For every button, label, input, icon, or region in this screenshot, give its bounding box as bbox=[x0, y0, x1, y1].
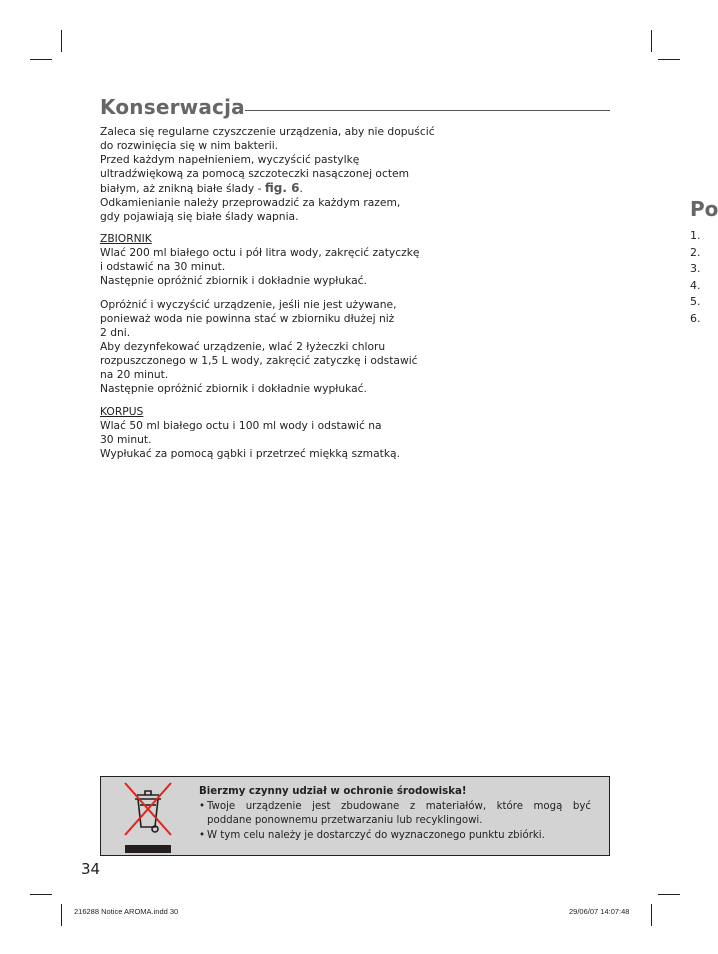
text-line: na 20 minut. bbox=[100, 368, 169, 381]
text-line: Wypłukać za pomocą gąbki i przetrzeć miękką szmatką. bbox=[100, 447, 400, 460]
bullet-text: W tym celu należy je dostarczyć do wyznaczonego punktu zbiórki. bbox=[207, 829, 545, 841]
text-line: Następnie opróżnić zbiornik i dokładnie wypłukać. bbox=[100, 382, 367, 395]
body-section bbox=[100, 405, 620, 461]
text-line: rozpuszczonego w 1,5 L wody, zakręcić zatyczkę i odstawić bbox=[100, 354, 418, 367]
crop-mark bbox=[30, 59, 52, 60]
text-line: Opróżnić i wyczyścić urządzenie, jeśli nie jest używane, bbox=[100, 298, 397, 311]
notice-text bbox=[199, 785, 591, 843]
text-fragment: . bbox=[299, 182, 303, 195]
crop-mark bbox=[651, 30, 652, 52]
text-line: 2 dni. bbox=[100, 326, 131, 339]
notice-bullet bbox=[199, 829, 591, 844]
page-number: 34 bbox=[81, 860, 101, 878]
text-line: Wlać 50 ml białego octu i 100 ml wody i odstawić na bbox=[100, 419, 382, 432]
title-rule bbox=[245, 110, 610, 111]
figure-reference: fig. 6 bbox=[264, 181, 300, 195]
text-line: Wlać 200 ml białego octu i pół litra wody, zakręcić zatyczkę bbox=[100, 246, 420, 259]
text-line: Odkamienianie należy przeprowadzić za każdym razem, bbox=[100, 196, 401, 209]
bullet-text-continued: poddane ponownemu przetwarzaniu lub recyklingowi. bbox=[207, 815, 483, 826]
intro-paragraph bbox=[100, 125, 620, 224]
text-line: ultradźwiękową za pomocą szczoteczki nasączonej octem bbox=[100, 167, 410, 180]
text-line: 30 minut. bbox=[100, 433, 152, 446]
tank-section bbox=[100, 232, 620, 288]
print-slug-date: 29/06/07 14:07:48 bbox=[569, 907, 630, 916]
list-number: 1. bbox=[690, 229, 701, 242]
text-fragment: białym, aż znikną białe ślady - bbox=[100, 182, 265, 195]
adjacent-page-numbers bbox=[690, 228, 701, 327]
bullet-text: Twoje urządzenie jest zbudowane z materiałów, które mogą być bbox=[207, 800, 591, 812]
list-number: 6. bbox=[690, 311, 701, 325]
text-line: i odstawić na 30 minut. bbox=[100, 260, 226, 273]
crop-mark bbox=[61, 904, 62, 926]
notice-title: Bierzmy czynny udział w ochronie środowiska! bbox=[199, 786, 467, 797]
crop-mark bbox=[61, 30, 62, 52]
print-slug-file: 216288 Notice AROMA.indd 30 bbox=[74, 907, 179, 916]
bullet-marker: • bbox=[199, 829, 206, 841]
environment-notice bbox=[100, 776, 610, 856]
bullet-marker: • bbox=[199, 800, 206, 812]
text-line: ponieważ woda nie powinna stać w zbiorniku dłużej niż bbox=[100, 312, 395, 325]
list-number: 3. bbox=[690, 262, 701, 275]
adjacent-page-title: Po bbox=[690, 197, 718, 221]
crop-mark bbox=[658, 59, 680, 60]
text-line: gdy pojawiają się białe ślady wapnia. bbox=[100, 210, 299, 223]
crop-mark bbox=[651, 904, 652, 926]
text-line: Przed każdym napełnieniem, wyczyścić pastylkę bbox=[100, 153, 360, 166]
text-line bbox=[100, 181, 620, 196]
list-number: 2. bbox=[690, 245, 701, 259]
section-heading-tank: ZBIORNIK bbox=[100, 232, 152, 245]
text-line: Aby dezynfekować urządzenie, wlać 2 łyżeczki chloru bbox=[100, 340, 386, 353]
text-line: do rozwinięcia się w nim bakterii. bbox=[100, 139, 279, 152]
list-number: 5. bbox=[690, 295, 701, 308]
text-line: Następnie opróżnić zbiornik i dokładnie wypłukać. bbox=[100, 274, 367, 287]
list-number: 4. bbox=[690, 278, 701, 292]
notice-bullet bbox=[199, 800, 591, 815]
crop-mark bbox=[30, 894, 52, 895]
crossed-out-wheelie-bin-icon bbox=[123, 781, 173, 853]
crop-mark bbox=[658, 894, 680, 895]
page-title: Konserwacja bbox=[100, 95, 245, 119]
section-heading-body: KORPUS bbox=[100, 405, 144, 418]
text-line: Zaleca się regularne czyszczenie urządzenia, aby nie dopuścić bbox=[100, 125, 435, 138]
tank-section-continued bbox=[100, 298, 620, 396]
